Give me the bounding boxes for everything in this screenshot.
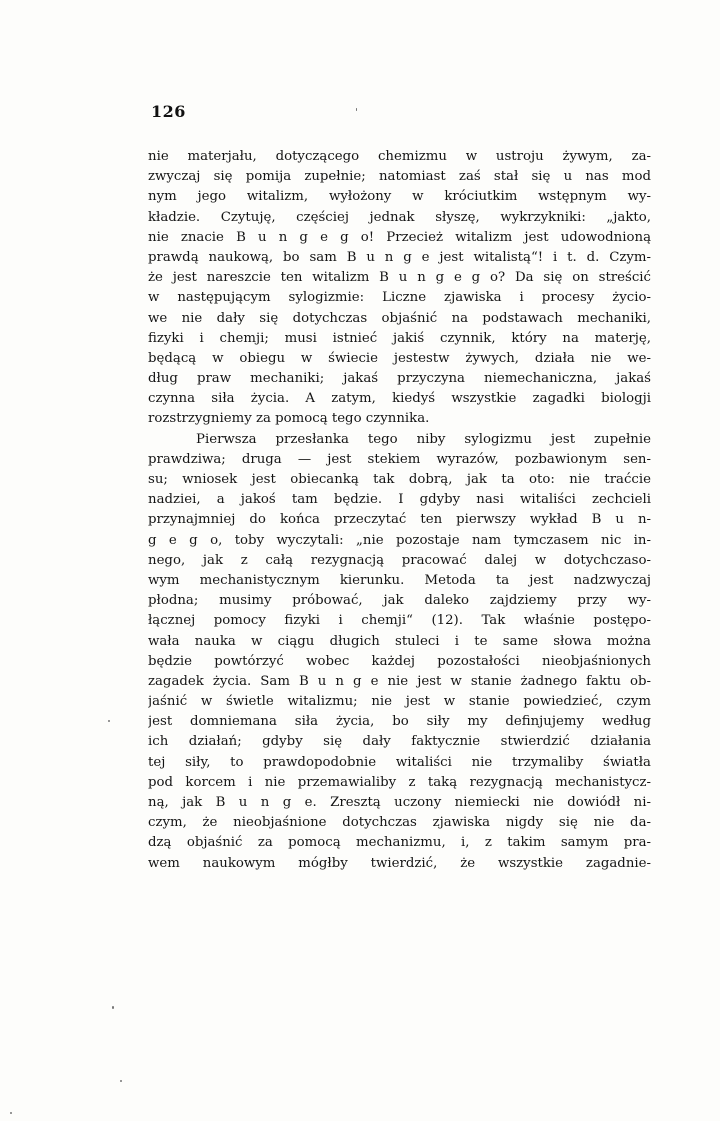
text-line: wem naukowym mógłby twierdzić, że wszystkie zagadnie-	[148, 855, 651, 871]
text-line: we nie dały się dotychczas objaśnić na podstawach mechaniki,	[148, 310, 651, 326]
text-line: czym, że nieobjaśnione dotychczas zjawiska nigdy się nie da-	[148, 815, 651, 831]
text-line: nie materjału, dotyczącego chemizmu w ustroju żywym, za-	[148, 149, 651, 164]
text-line: ną, jak B u n g e. Zresztą uczony niemiecki nie dowiódł ni-	[148, 795, 651, 810]
text-line: su; wniosek jest obiecanką tak dobrą, jak ta oto: nie traćcie	[148, 472, 651, 487]
text-line: zwyczaj się pomija zupełnie; natomiast zaś stał się u nas mod	[148, 169, 651, 185]
text-line: będącą w obiegu w świecie jestestw żywych, działa nie we-	[148, 350, 651, 366]
text-line: nadziei, a jakoś tam będzie. I gdyby nasi witaliści zechcieli	[148, 492, 651, 508]
text-line: nie znacie B u n g e g o! Przecież witalizm jest udowodnioną	[148, 229, 651, 245]
text-line: prawdą naukową, bo sam B u n g e jest witalistą“! i t. d. Czym-	[148, 249, 651, 265]
text-line: rozstrzygniemy za pomocą tego czynnika.	[148, 411, 430, 427]
print-speck	[120, 1080, 122, 1082]
text-line: jaśnić w świetle witalizmu; nie jest w stanie powiedzieć, czym	[148, 694, 651, 710]
text-line: tej siły, to prawdopodobnie witaliści nie trzymaliby światła	[148, 754, 651, 770]
text-line: nego, jak z całą rezygnacją pracować dalej w dotychczaso-	[148, 552, 651, 568]
text-line: wym mechanistycznym kierunku. Metoda ta jest nadzwyczaj	[148, 572, 651, 588]
body-text	[148, 147, 651, 874]
print-speck	[112, 1006, 114, 1009]
text-line: zagadek życia. Sam B u n g e nie jest w stanie żadnego faktu ob-	[148, 673, 651, 689]
page-number: 126	[151, 102, 186, 121]
text-line: prawdziwa; druga — jest stekiem wyrazów, pozbawionym sen-	[148, 451, 651, 467]
text-line: pod korcem i nie przemawialiby z taką rezygnacją mechanistycz-	[148, 774, 651, 790]
print-speck	[356, 108, 357, 111]
text-line: płodna; musimy próbować, jak daleko zajdziemy przy wy-	[148, 593, 651, 609]
text-line: wała nauka w ciągu długich stuleci i te same słowa można	[148, 633, 651, 649]
text-line: łącznej pomocy fizyki i chemji“ (12). Tak właśnie postępo-	[148, 613, 651, 629]
print-speck	[10, 1112, 12, 1114]
text-line: czynna siła życia. A zatym, kiedyś wszystkie zagadki biologji	[148, 391, 651, 407]
text-line: fizyki i chemji; musi istnieć jakiś czynnik, który na materję,	[148, 330, 651, 346]
text-line: dzą objaśnić za pomocą mechanizmu, i, z takim samym pra-	[148, 835, 651, 851]
text-line: jest domniemana siła życia, bo siły my definjujemy według	[148, 714, 651, 730]
text-line: ich działań; gdyby się dały faktycznie stwierdzić działania	[148, 734, 651, 750]
text-line: kładzie. Czytuję, częściej jednak słyszę, wykrzykniki: „jakto,	[148, 209, 651, 225]
text-line: będzie powtórzyć wobec każdej pozostałości nieobjaśnionych	[148, 653, 651, 669]
text-line: dług praw mechaniki; jakaś przyczyna niemechaniczna, jakaś	[148, 371, 651, 387]
text-line: nym jego witalizm, wyłożony w króciutkim wstępnym wy-	[148, 189, 651, 205]
text-line: przynajmniej do końca przeczytać ten pierwszy wykład B u n-	[148, 512, 651, 528]
text-line: w następującym sylogizmie: Liczne zjawiska i procesy życio-	[148, 290, 651, 306]
text-line: że jest nareszcie ten witalizm B u n g e g o? Da się on streścić	[148, 270, 651, 286]
print-speck	[108, 720, 110, 722]
text-line: g e g o, toby wyczytali: „nie pozostaje nam tymczasem nic in-	[148, 532, 651, 548]
text-line: Pierwsza przesłanka tego niby sylogizmu jest zupełnie	[196, 431, 651, 447]
